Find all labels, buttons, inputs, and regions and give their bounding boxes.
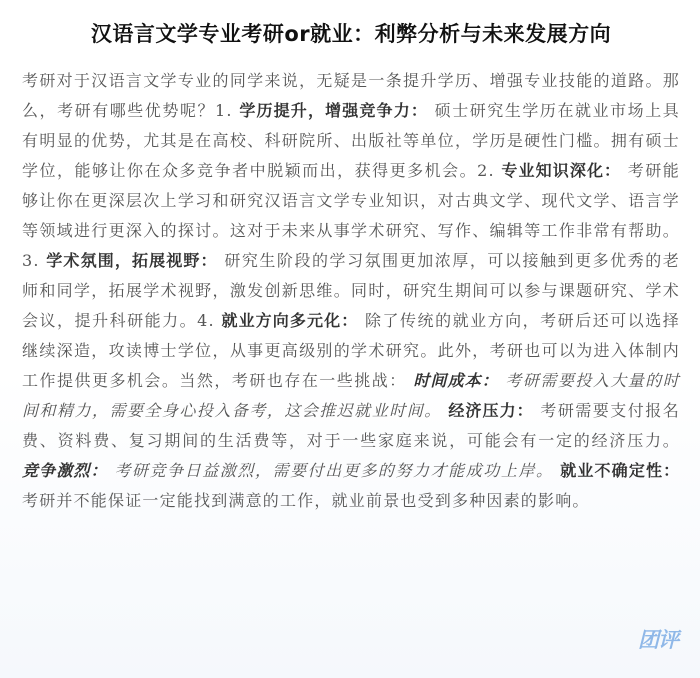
advantage-label-1: 学历提升，增强竞争力： bbox=[239, 101, 428, 120]
advantage-text-1: 硕士研究生学历在就业市场上具有明显的优势，尤其是在高校、科研院所、出版社等单位，学历是硬性门槛。拥有硕士学位，能够让你在众多竞争者中脱颖而出，获得更多机会。 bbox=[22, 101, 680, 180]
advantage-text-3: 研究生阶段的学习氛围更加浓厚，可以接触到更多优秀的老师和同学，拓展学术视野，激发创新思维。同时，研究生期间可以参与课题研究、学术会议，提升科研能力。 bbox=[22, 251, 680, 330]
challenge-label-economic: 经济压力： bbox=[448, 401, 534, 420]
advantage-number-2: 2. bbox=[477, 161, 495, 180]
advantage-number-4: 4. bbox=[197, 311, 215, 330]
advantage-number-1: 1. bbox=[215, 101, 233, 120]
challenge-text-uncertainty: 考研并不能保证一定能找到满意的工作，就业前景也受到多种因素的影响。 bbox=[22, 491, 590, 510]
intro-text: 考研对于汉语言文学专业的同学来说，无疑是一条提升学历、增强专业技能的道路。那么，考研有哪些优势呢？ bbox=[22, 71, 680, 120]
article-title: 汉语言文学专业考研or就业：利弊分析与未来发展方向 bbox=[90, 22, 612, 46]
advantage-label-2: 专业知识深化： bbox=[501, 161, 622, 180]
advantage-number-3: 3. bbox=[22, 251, 40, 270]
article-body bbox=[22, 66, 680, 516]
watermark-logo: 团评 bbox=[638, 628, 678, 652]
challenges-intro: 当然，考研也存在一些挑战： bbox=[179, 371, 407, 390]
advantage-text-4: 除了传统的就业方向，考研后还可以选择继续深造，攻读博士学位，从事更高级别的学术研究。此外，考研也可以为进入体制内工作提供更多机会。 bbox=[22, 311, 680, 390]
challenge-text-competition: 考研竞争日益激烈，需要付出更多的努力才能成功上岸。 bbox=[114, 461, 554, 480]
challenge-label-competition: 竞争激烈： bbox=[22, 461, 108, 480]
challenge-text-time: 考研需要投入大量的时间和精力，需要全身心投入备考，这会推迟就业时间。 bbox=[22, 371, 680, 420]
advantage-text-2: 考研能够让你在更深层次上学习和研究汉语言文学专业知识，对古典文学、现代文学、语言学等领域进行更深入的探讨。这对于未来从事学术研究、写作、编辑等工作非常有帮助。 bbox=[22, 161, 680, 240]
advantage-label-3: 学术氛围，拓展视野： bbox=[46, 251, 218, 270]
challenge-text-economic: 考研需要支付报名费、资料费、复习期间的生活费等，对于一些家庭来说，可能会有一定的经济压力。 bbox=[22, 401, 680, 450]
advantage-label-4: 就业方向多元化： bbox=[221, 311, 359, 330]
challenge-label-uncertainty: 就业不确定性： bbox=[560, 461, 680, 480]
challenge-label-time: 时间成本： bbox=[413, 371, 499, 390]
